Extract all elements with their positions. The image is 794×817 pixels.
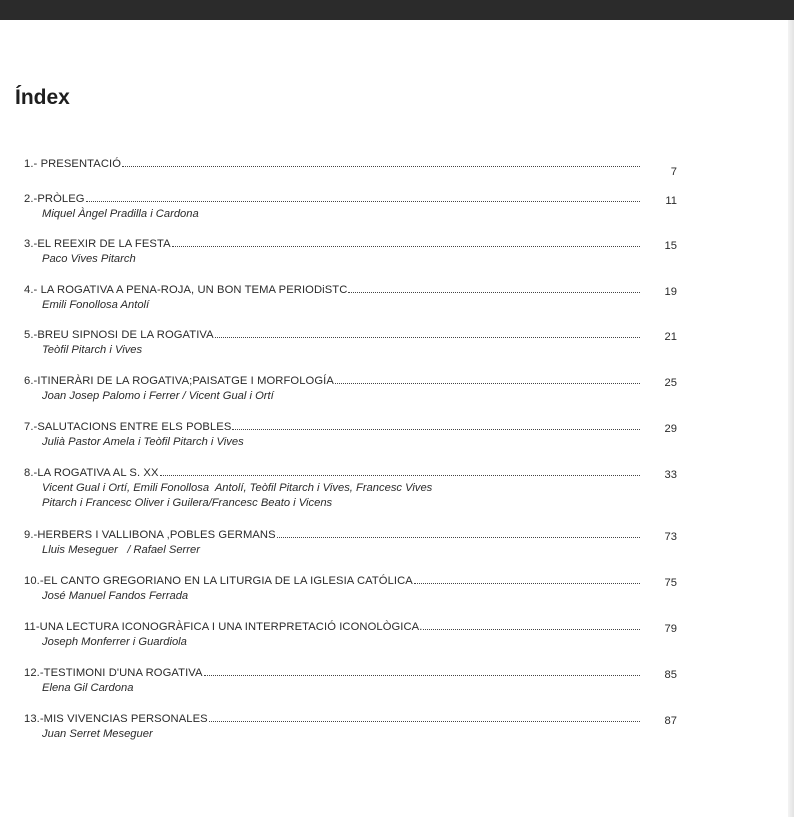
toc-entry: [24, 374, 679, 414]
toc-entry-title: 3.-EL REEXIR DE LA FESTA: [24, 238, 171, 250]
dot-leader: [277, 528, 640, 538]
toc-entry-authors: Miquel Àngel Pradilla i Cardona: [42, 208, 199, 220]
toc-entry-authors: Juan Serret Meseguer: [42, 728, 153, 740]
toc-entry: [24, 328, 679, 368]
toc-entry-title: 2.-PRÒLEG: [24, 193, 85, 205]
toc-entry-line: [24, 157, 640, 170]
toc-entry-title: 7.-SALUTACIONS ENTRE ELS POBLES: [24, 421, 232, 433]
toc-entry-page-number: 73: [664, 531, 677, 543]
toc-entry-line: [24, 374, 640, 387]
toc-entry-page-number: 85: [664, 669, 677, 681]
toc-entry-title: 10.-EL CANTO GREGORIANO EN LA LITURGIA DE LA IGLESIA CATÓLICA: [24, 575, 413, 587]
dot-leader: [423, 620, 640, 630]
toc-entry-page-number: 75: [664, 577, 677, 589]
toc-entry-title: 13.-MIS VIVENCIAS PERSONALES: [24, 713, 208, 725]
toc-entry-line: [24, 666, 640, 679]
toc-entry: [24, 283, 679, 323]
toc-entry-line: [24, 528, 640, 541]
toc-entry: [24, 157, 679, 197]
dot-leader: [172, 237, 640, 247]
dot-leader: [414, 574, 640, 584]
toc-entry-page-number: 25: [664, 377, 677, 389]
dot-leader: [160, 466, 640, 476]
toc-entry-line: [24, 192, 640, 205]
toc-entry-line: [24, 466, 640, 479]
toc-entry-page-number: 7: [670, 166, 677, 178]
toc-entry-title: 6.-ITINERÀRI DE LA ROGATIVA;PAISATGE I MORFOLOGÍA: [24, 375, 334, 387]
toc-entry: [24, 192, 679, 232]
dot-leader: [204, 666, 640, 676]
toc-entry-title: 4.- LA ROGATIVA A PENA-ROJA, UN BON TEMA PERIODiSTC: [24, 284, 348, 296]
dot-leader: [232, 420, 640, 430]
toc-entry-title: 5.-BREU SIPNOSI DE LA ROGATIVA: [24, 329, 214, 341]
toc-entry-title: 12.-TESTIMONI D'UNA ROGATIVA: [24, 667, 203, 679]
toc-entry: [24, 237, 679, 277]
toc-entry-authors: Paco Vives Pitarch: [42, 253, 136, 265]
toc-entry-page-number: 79: [664, 623, 677, 635]
toc-entry-authors: Teòfil Pitarch i Vives: [42, 344, 143, 356]
toc-entry-line: [24, 283, 640, 296]
toc-entry-page-number: 87: [664, 715, 677, 727]
toc-entry: [24, 466, 679, 509]
toc-entry-line: [24, 574, 640, 587]
scan-top-edge: [0, 0, 794, 20]
toc-entry: [24, 528, 679, 568]
toc-entry-page-number: 11: [665, 195, 677, 207]
toc-entry-line: [24, 420, 640, 433]
toc-entry-page-number: 21: [664, 331, 677, 343]
toc-entry-authors: Elena Gil Cardona: [42, 682, 134, 694]
dot-leader: [215, 328, 640, 338]
toc-entry-line: [24, 237, 640, 250]
toc-entry-page-number: 19: [664, 286, 677, 298]
toc-entry-authors: Vicent Gual i Ortí, Emili Fonollosa Antolí, Teòfil Pitarch i Vives, Francesc Vives Pitarch i Francesc Oliver i Guilera/Francesc Beato i Vicens: [42, 482, 433, 509]
toc-entry-authors: Joan Josep Palomo i Ferrer / Vicent Gual i Ortí: [42, 390, 274, 402]
toc-entry: [24, 420, 679, 460]
toc-entry-page-number: 33: [664, 469, 677, 481]
dot-leader: [348, 283, 640, 293]
toc-entry-page-number: 15: [664, 240, 677, 252]
toc-entry-title: 1.- PRESENTACIÓ: [24, 158, 122, 170]
toc-entry-title: 9.-HERBERS I VALLIBONA ,POBLES GERMANS: [24, 529, 276, 541]
dot-leader: [122, 157, 640, 167]
dot-leader: [335, 374, 640, 384]
page-right-edge: [788, 20, 794, 817]
toc-entry-title: 8.-LA ROGATIVA AL S. XX: [24, 467, 159, 479]
toc-entry-authors: Lluis Meseguer / Rafael Serrer: [42, 544, 200, 556]
toc-entry-authors: Emili Fonollosa Antolí: [42, 299, 150, 311]
toc-entry-page-number: 29: [664, 423, 677, 435]
toc-entry-line: [24, 712, 640, 725]
toc-entry-title: 11-UNA LECTURA ICONOGRÀFICA I UNA INTERPRETACIÓ ICONOLÒGICA.: [24, 621, 423, 633]
index-heading: Índex: [15, 86, 70, 109]
toc-entry-authors: Julià Pastor Amela i Teòfil Pitarch i Vives: [42, 436, 244, 448]
toc-entry: [24, 666, 679, 706]
toc-entry-authors: José Manuel Fandos Ferrada: [42, 590, 189, 602]
toc-entry: [24, 620, 679, 660]
toc-entry-authors: Joseph Monferrer i Guardiola: [42, 636, 187, 648]
toc-entry-line: [24, 328, 640, 341]
dot-leader: [86, 192, 640, 202]
toc-entry: [24, 574, 679, 614]
dot-leader: [209, 712, 640, 722]
toc-entry-line: [24, 620, 640, 633]
toc-entry: [24, 712, 679, 752]
